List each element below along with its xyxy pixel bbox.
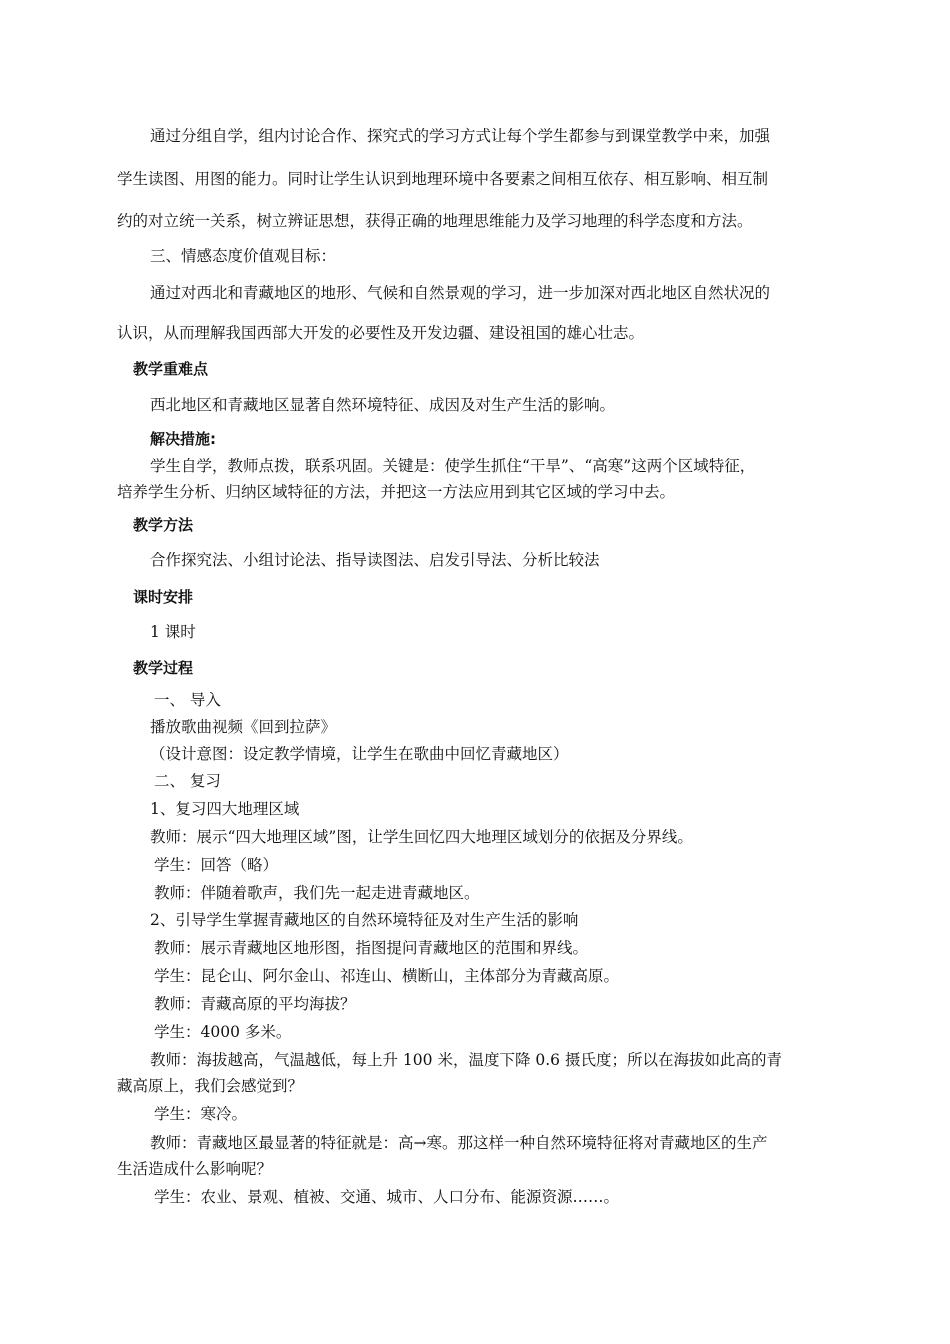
paragraph-line: 培养学生分析、归纳区域特征的方法，并把这一方法应用到其它区域的学习中去。 bbox=[117, 483, 676, 501]
paragraph-line: 学生读图、用图的能力。同时让学生认识到地理环境中各要素之间相互依存、相互影响、相互制 bbox=[117, 170, 769, 188]
process-line: 学生：寒冷。 bbox=[154, 1105, 248, 1123]
section-heading-methods: 教学方法 bbox=[133, 516, 194, 534]
process-line: 学生：4000 多米。 bbox=[154, 1023, 292, 1041]
paragraph-line: 认识，从而理解我国西部大开发的必要性及开发边疆、建设祖国的雄心壮志。 bbox=[117, 324, 645, 342]
section-heading-key-points: 教学重难点 bbox=[133, 360, 209, 378]
process-line: 教师：青藏地区最显著的特征就是：高→寒。那这样一种自然环境特征将对青藏地区的生产 bbox=[150, 1134, 768, 1152]
process-line: 教师：伴随着歌声，我们先一起走进青藏地区。 bbox=[154, 884, 480, 902]
process-line: 学生：回答（略） bbox=[154, 856, 279, 874]
paragraph-line: 约的对立统一关系，树立辨证思想，获得正确的地理思维能力及学习地理的科学态度和方法。 bbox=[117, 212, 753, 230]
paragraph-line: 通过对西北和青藏地区的地形、气候和自然景观的学习，进一步加深对西北地区自然状况的 bbox=[150, 284, 771, 302]
paragraph-line: 西北地区和青藏地区显著自然环境特征、成因及对生产生活的影响。 bbox=[150, 396, 616, 414]
section-heading: 三、情感态度价值观目标： bbox=[150, 247, 337, 265]
process-line: 教师：青藏高原的平均海拔？ bbox=[154, 995, 356, 1013]
process-line: 播放歌曲视频《回到拉萨》 bbox=[150, 718, 337, 736]
paragraph-line: 通过分组自学，组内讨论合作、探究式的学习方式让每个学生都参与到课堂教学中来，加强 bbox=[150, 127, 771, 145]
paragraph-line: 合作探究法、小组讨论法、指导读图法、启发引导法、分析比较法 bbox=[150, 551, 600, 569]
paragraph-line: 1 课时 bbox=[150, 623, 196, 641]
section-heading-process: 教学过程 bbox=[133, 659, 194, 677]
process-line: 2、引导学生掌握青藏地区的自然环境特征及对生产生活的影响 bbox=[150, 911, 579, 929]
section-heading-solutions: 解决措施: bbox=[150, 430, 216, 448]
process-line: 教师：展示“四大地理区域”图，让学生回忆四大地理区域划分的依据及分界线。 bbox=[150, 828, 693, 846]
process-line: 生活造成什么影响呢？ bbox=[117, 1160, 273, 1178]
process-line: 1、复习四大地理区域 bbox=[150, 800, 300, 818]
process-line: 一、 导入 bbox=[154, 691, 221, 709]
paragraph-line: 学生自学，教师点拨，联系巩固。关键是：使学生抓住“干旱”、“高寒”这两个区域特征， bbox=[150, 457, 756, 475]
process-line: 学生：农业、景观、植被、交通、城市、人口分布、能源资源……。 bbox=[154, 1188, 620, 1206]
section-heading-schedule: 课时安排 bbox=[133, 588, 194, 606]
process-line: 藏高原上，我们会感觉到？ bbox=[117, 1077, 304, 1095]
process-line: （设计意图：设定教学情境，让学生在歌曲中回忆青藏地区） bbox=[150, 745, 569, 763]
process-line: 教师：海拔越高，气温越低，每上升 100 米，温度下降 0.6 摄氏度；所以在海拔如此高的青 bbox=[150, 1051, 782, 1069]
process-line: 教师：展示青藏地区地形图，指图提问青藏地区的范围和界线。 bbox=[154, 939, 589, 957]
process-line: 学生：昆仑山、阿尔金山、祁连山、横断山，主体部分为青藏高原。 bbox=[154, 967, 620, 985]
process-line: 二、 复习 bbox=[154, 772, 221, 790]
